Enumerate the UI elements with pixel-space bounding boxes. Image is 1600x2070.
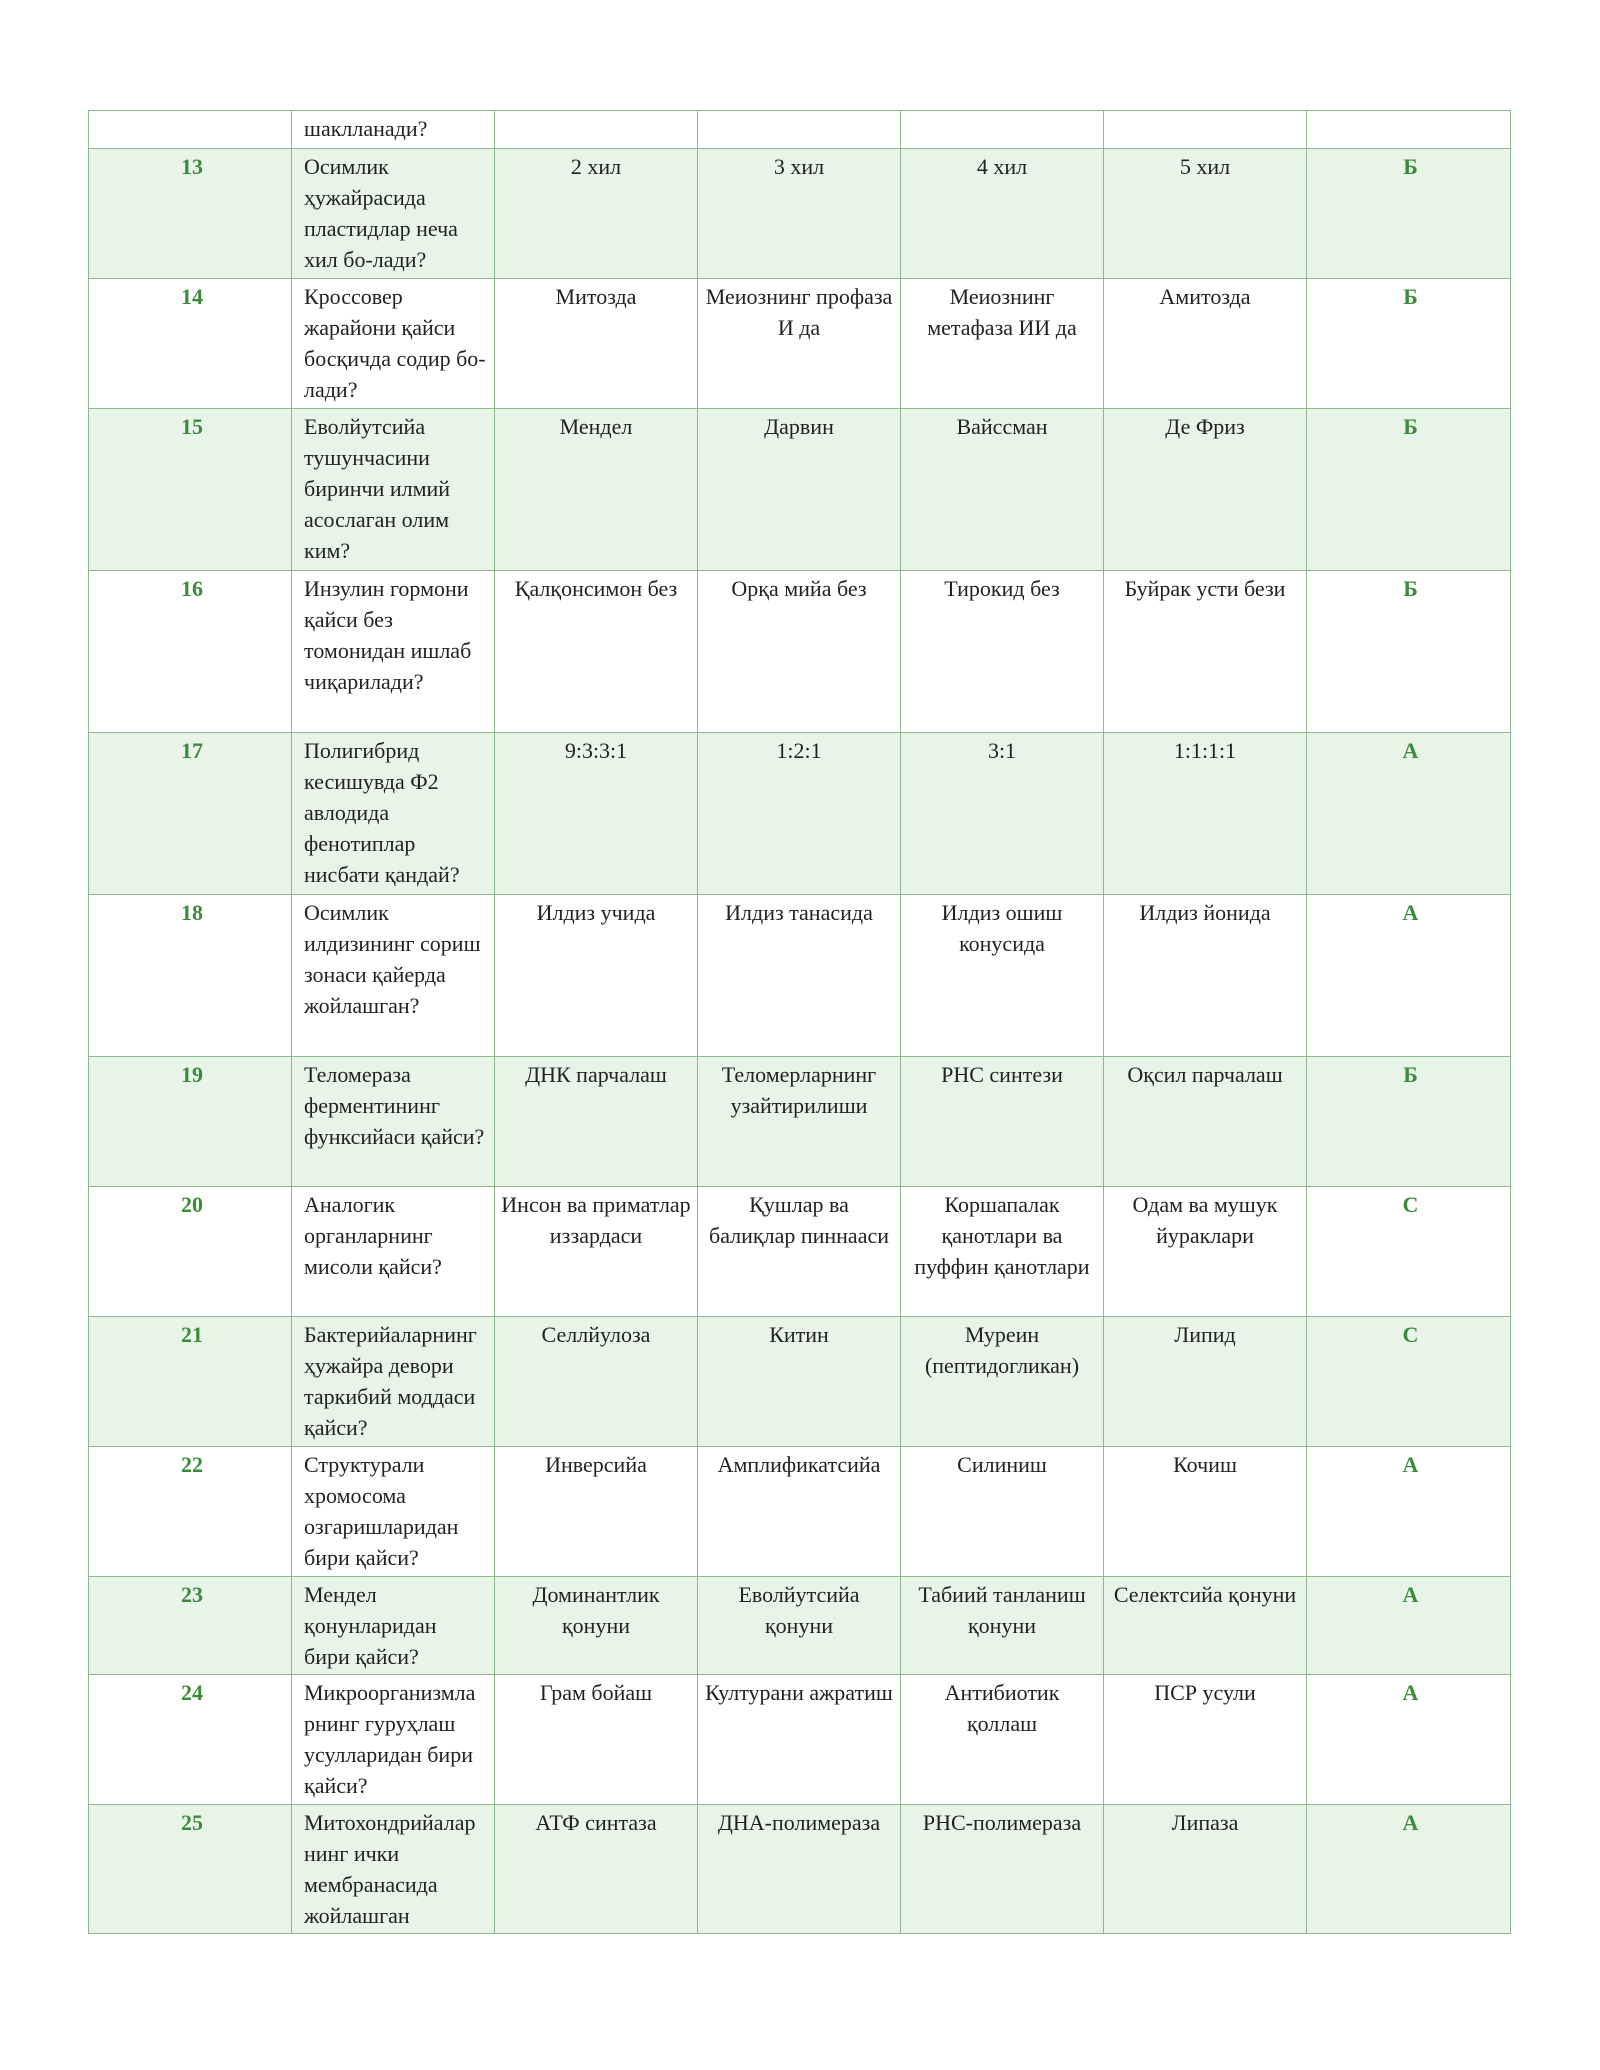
answer-key: Б [1307,409,1511,571]
option-cell: Вайссман [901,409,1104,571]
question-text: Микроорганизмларнинг гуруҳлаш усулларидан бири қайси? [292,1675,495,1805]
option-cell [901,111,1104,149]
option-cell: Кочиш [1104,1447,1307,1577]
option-cell: РНС синтези [901,1057,1104,1187]
option-cell: Буйрак усти бези [1104,571,1307,733]
question-text: Теломераза ферментининг функсийаси қайси? [292,1057,495,1187]
answer-key: А [1307,1675,1511,1805]
option-cell [1104,111,1307,149]
table-row [89,1675,1511,1805]
question-text: Осимлик ҳужайрасида пластидлар неча хил бо-лади? [292,149,495,279]
quiz-table-body [89,111,1511,1934]
question-number: 23 [89,1577,292,1675]
option-cell: Илдиз ошиш конусида [901,895,1104,1057]
option-cell: Илдиз йонида [1104,895,1307,1057]
question-number: 25 [89,1805,292,1934]
option-cell: Селлйулоза [495,1317,698,1447]
question-number: 15 [89,409,292,571]
option-cell: Орқа мийа без [698,571,901,733]
option-cell: ДНА-полимераза [698,1805,901,1934]
question-text: Бактерийаларнинг ҳужайра девори таркибий моддаси қайси? [292,1317,495,1447]
option-cell: Китин [698,1317,901,1447]
option-cell: Тирокид без [901,571,1104,733]
question-text: Мендел қонунларидан бири қайси? [292,1577,495,1675]
option-cell: Амитозда [1104,279,1307,409]
table-row [89,1577,1511,1675]
question-number: 22 [89,1447,292,1577]
option-cell: Меиознинг профаза И да [698,279,901,409]
option-cell: Липаза [1104,1805,1307,1934]
question-text: Осимлик илдизининг сориш зонаси қайерда жойлашган? [292,895,495,1057]
question-text: Полигибрид кесишувда Ф2 авлодида фенотиплар нисбати қандай? [292,733,495,895]
question-number: 24 [89,1675,292,1805]
answer-key: А [1307,733,1511,895]
question-text: Еволйутсийа тушунчасини биринчи илмий асослаган олим ким? [292,409,495,571]
question-text: Аналогик органларнинг мисоли қайси? [292,1187,495,1317]
option-cell: Амплификатсийа [698,1447,901,1577]
answer-key: Б [1307,1057,1511,1187]
option-cell: Доминантлик қонуни [495,1577,698,1675]
answer-key: А [1307,1805,1511,1934]
question-number: 21 [89,1317,292,1447]
option-cell: Инверсийа [495,1447,698,1577]
option-cell: Илдиз учида [495,895,698,1057]
option-cell: Грам бойаш [495,1675,698,1805]
answer-key: С [1307,1317,1511,1447]
answer-key: А [1307,1447,1511,1577]
option-cell: 3 хил [698,149,901,279]
table-row [89,1317,1511,1447]
option-cell: 4 хил [901,149,1104,279]
question-number: 18 [89,895,292,1057]
table-row [89,111,1511,149]
option-cell: ПСР усули [1104,1675,1307,1805]
question-number: 13 [89,149,292,279]
option-cell: Табиий танланиш қонуни [901,1577,1104,1675]
option-cell: 3:1 [901,733,1104,895]
question-text: Инзулин гормони қайси без томонидан ишлаб чиқарилади? [292,571,495,733]
option-cell: 2 хил [495,149,698,279]
option-cell: Қалқонсимон без [495,571,698,733]
question-number: 14 [89,279,292,409]
option-cell: Оқсил парчалаш [1104,1057,1307,1187]
option-cell: Илдиз танасида [698,895,901,1057]
answer-key [1307,111,1511,149]
table-row [89,149,1511,279]
question-text: шаклланади? [292,111,495,149]
option-cell: 9:3:3:1 [495,733,698,895]
option-cell: Дарвин [698,409,901,571]
option-cell: Қушлар ва балиқлар пиннааси [698,1187,901,1317]
option-cell: ДНК парчалаш [495,1057,698,1187]
table-row [89,279,1511,409]
option-cell: 1:2:1 [698,733,901,895]
option-cell: РНС-полимераза [901,1805,1104,1934]
option-cell: Антибиотик қоллаш [901,1675,1104,1805]
table-row [89,1447,1511,1577]
option-cell: Мендел [495,409,698,571]
table-row [89,1057,1511,1187]
option-cell: АТФ синтаза [495,1805,698,1934]
option-cell [495,111,698,149]
table-row [89,1187,1511,1317]
option-cell: Еволйутсийа қонуни [698,1577,901,1675]
option-cell: Муреин (пептидогликан) [901,1317,1104,1447]
option-cell: Силиниш [901,1447,1104,1577]
option-cell: 5 хил [1104,149,1307,279]
table-row [89,571,1511,733]
answer-key: Б [1307,571,1511,733]
question-text: Структурали хромосома озгаришларидан бири қайси? [292,1447,495,1577]
option-cell: Митозда [495,279,698,409]
question-number: 19 [89,1057,292,1187]
question-number: 20 [89,1187,292,1317]
question-number [89,111,292,149]
option-cell: Липид [1104,1317,1307,1447]
option-cell [698,111,901,149]
question-text: Кроссовер жарайони қайси босқичда содир бо-лади? [292,279,495,409]
table-row [89,1805,1511,1934]
option-cell: Меиознинг метафаза ИИ да [901,279,1104,409]
option-cell: Културани ажратиш [698,1675,901,1805]
answer-key: С [1307,1187,1511,1317]
table-row [89,409,1511,571]
answer-key: А [1307,1577,1511,1675]
question-number: 16 [89,571,292,733]
option-cell: 1:1:1:1 [1104,733,1307,895]
option-cell: Теломерларнинг узайтирилиши [698,1057,901,1187]
table-row [89,733,1511,895]
option-cell: Коршапалак қанотлари ва пуффин қанотлари [901,1187,1104,1317]
answer-key: Б [1307,279,1511,409]
option-cell: Одам ва мушук йураклари [1104,1187,1307,1317]
quiz-table [88,110,1511,1934]
option-cell: Селектсийа қонуни [1104,1577,1307,1675]
answer-key: А [1307,895,1511,1057]
option-cell: Инсон ва приматлар иззардаси [495,1187,698,1317]
question-number: 17 [89,733,292,895]
answer-key: Б [1307,149,1511,279]
table-row [89,895,1511,1057]
question-text: Митохондрийаларнинг ички мембранасида жойлашган [292,1805,495,1934]
option-cell: Де Фриз [1104,409,1307,571]
